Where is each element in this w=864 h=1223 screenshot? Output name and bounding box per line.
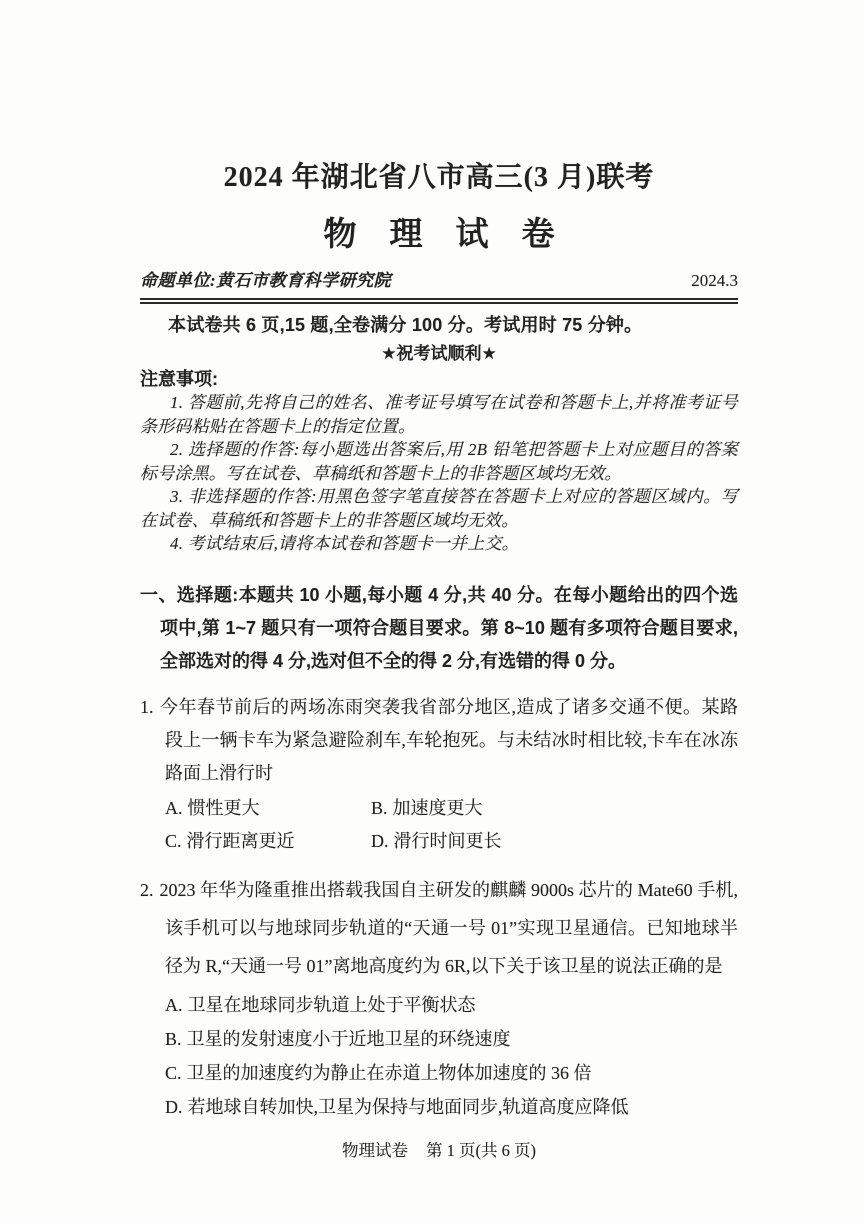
option-item bbox=[165, 792, 371, 825]
question-stem bbox=[140, 691, 738, 790]
option-text: 滑行距离更近 bbox=[186, 830, 295, 851]
notice-item: 4. 考试结束后,请将本试卷和答题卡一并上交。 bbox=[170, 534, 519, 553]
option-label: C. bbox=[165, 830, 182, 851]
exam-date: 2024.3 bbox=[691, 271, 738, 290]
question-number: 1. bbox=[140, 696, 154, 717]
option-item bbox=[165, 1056, 738, 1090]
options-list bbox=[165, 988, 738, 1124]
footer-page-label: 第 1 页(共 6 页) bbox=[426, 1140, 536, 1160]
option-label: A. bbox=[165, 797, 183, 818]
header-divider bbox=[140, 298, 738, 304]
question-stem-text: 今年春节前后的两场冻雨突袭我省部分地区,造成了诸多交通不便。某路段上一辆卡车为紧急避险刹车,车轮抱死。与未结冰时相比较,卡车在冰冻路面上滑行时 bbox=[159, 696, 738, 783]
option-label: D. bbox=[371, 830, 389, 851]
question-stem bbox=[140, 871, 738, 985]
option-label: B. bbox=[165, 1028, 182, 1049]
section-heading: 一、选择题:本题共 10 小题,每小题 4 分,共 40 分。在每小题给出的四个选项中,第 1~7 题只有一项符合题目要求。第 8~10 题有多项符合题目要求,全部选对的得 4 分,选对但不全的得 2 分,有选错的得 0 分。 bbox=[140, 584, 738, 671]
question bbox=[140, 871, 738, 1124]
option-label: C. bbox=[165, 1062, 182, 1083]
page-title: 2024 年湖北省八市高三(3 月)联考 bbox=[223, 162, 655, 193]
subject-title: 物 理 试 卷 bbox=[323, 217, 555, 253]
page-content bbox=[140, 0, 738, 1162]
notices-section bbox=[140, 367, 738, 556]
notice-item: 1. 答题前,先将自己的姓名、准考证号填写在试卷和答题卡上,并将准考证号条形码粘贴在答题卡上的指定位置。 bbox=[140, 393, 738, 436]
option-item bbox=[165, 988, 738, 1022]
option-text: 若地球自转加快,卫星为保持与地面同步,轨道高度应降低 bbox=[187, 1096, 629, 1117]
notice-item: 3. 非选择题的作答:用黑色签字笔直接答在答题卡上对应的答题区域内。写在试卷、草稿纸和答题卡上的非答题区域均无效。 bbox=[140, 487, 738, 530]
option-item bbox=[165, 1090, 738, 1124]
question-stem-text: 2023 年华为隆重推出搭载我国自主研发的麒麟 9000s 芯片的 Mate60 手机,该手机可以与地球同步轨道的“天通一号 01”实现卫星通信。已知地球半径为 R,“天通一号 01”离地高度约为 6R,以下关于该卫星的说法正确的是 bbox=[159, 879, 738, 976]
question bbox=[140, 691, 738, 858]
exam-summary: 本试卷共 6 页,15 题,全卷满分 100 分。考试用时 75 分钟。 bbox=[168, 315, 643, 335]
option-text: 加速度更大 bbox=[392, 797, 483, 818]
options-grid bbox=[165, 792, 738, 858]
option-item bbox=[165, 825, 371, 858]
option-text: 卫星在地球同步轨道上处于平衡状态 bbox=[187, 994, 476, 1015]
question-number: 2. bbox=[140, 879, 154, 900]
option-text: 卫星的发射速度小于近地卫星的环绕速度 bbox=[186, 1028, 511, 1049]
notice-item: 2. 选择题的作答:每小题选出答案后,用 2B 铅笔把答题卡上对应题目的答案标号涂黑。写在试卷、草稿纸和答题卡上的非答题区域均无效。 bbox=[140, 440, 738, 483]
issuer-label: 命题单位:黄石市教育科学研究院 bbox=[140, 271, 392, 290]
exam-wish: ★祝考试顺利★ bbox=[381, 344, 497, 363]
page-footer bbox=[140, 1140, 738, 1162]
option-label: D. bbox=[165, 1096, 183, 1117]
issuer-row bbox=[140, 270, 738, 291]
option-item bbox=[371, 825, 738, 858]
option-label: B. bbox=[371, 797, 388, 818]
option-item bbox=[371, 792, 738, 825]
option-label: A. bbox=[165, 994, 183, 1015]
footer-doc-label: 物理试卷 bbox=[342, 1140, 408, 1160]
option-text: 惯性更大 bbox=[187, 797, 260, 818]
notices-title: 注意事项: bbox=[140, 369, 218, 389]
option-text: 滑行时间更长 bbox=[393, 830, 502, 851]
option-item bbox=[165, 1022, 738, 1056]
option-text: 卫星的加速度约为静止在赤道上物体加速度的 36 倍 bbox=[186, 1062, 592, 1083]
